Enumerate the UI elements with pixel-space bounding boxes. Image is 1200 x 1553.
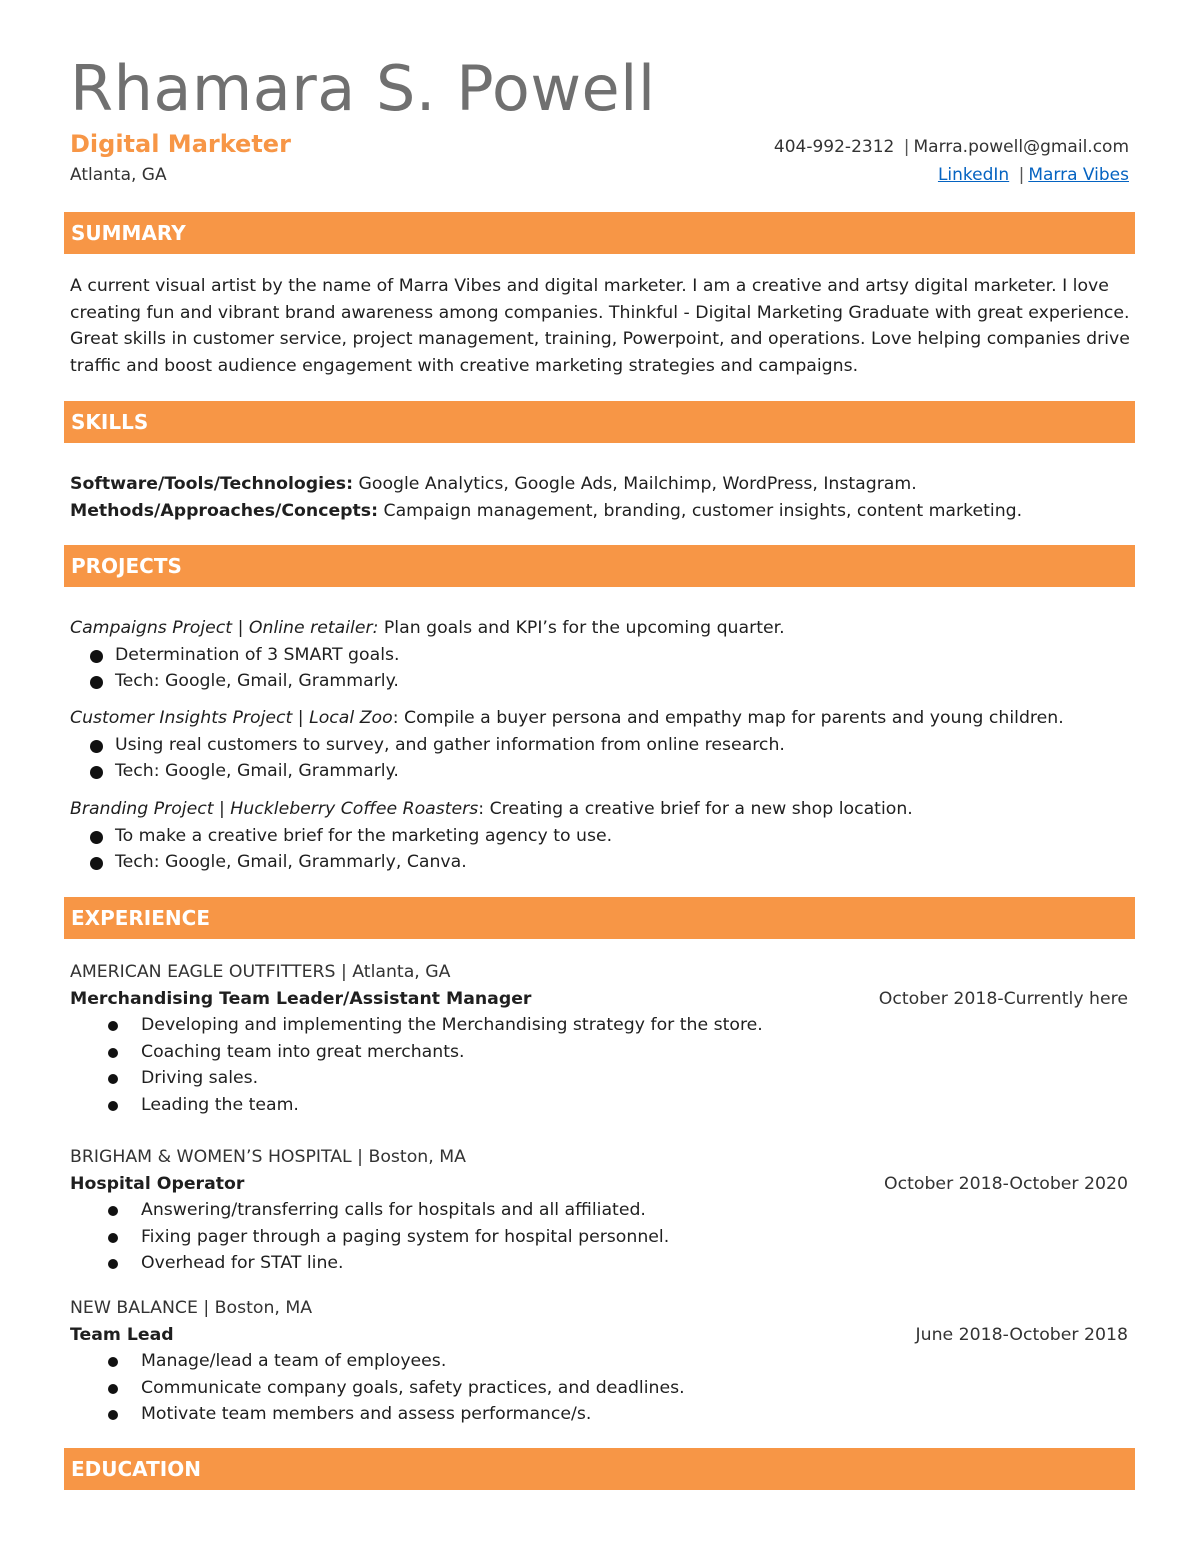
bullet-icon bbox=[90, 857, 103, 870]
job-title-row bbox=[70, 986, 1130, 1013]
section-header-skills: SKILLS bbox=[64, 401, 1135, 443]
candidate-role: Digital Marketer bbox=[70, 130, 291, 158]
bullet-icon bbox=[108, 1410, 118, 1420]
employer-line: BRIGHAM & WOMEN’S HOSPITAL | Boston, MA bbox=[70, 1147, 466, 1167]
list-item bbox=[70, 1092, 1130, 1119]
skills-block bbox=[70, 471, 1130, 524]
project-heading: Campaigns Project | Online retailer: bbox=[70, 618, 379, 638]
list-item bbox=[70, 1065, 1130, 1092]
candidate-location: Atlanta, GA bbox=[70, 165, 167, 185]
project-description: : Creating a creative brief for a new shop location. bbox=[478, 799, 913, 819]
project-line bbox=[70, 705, 1130, 732]
experience-item bbox=[70, 959, 1130, 1118]
bullet-text: Driving sales. bbox=[141, 1068, 259, 1088]
bullet-icon bbox=[108, 1074, 118, 1084]
project-heading: Branding Project | Huckleberry Coffee Roasters bbox=[70, 799, 479, 819]
skills-methods-line bbox=[70, 498, 1130, 525]
list-item bbox=[70, 642, 1130, 669]
project-item bbox=[70, 705, 1130, 785]
linkedin-link[interactable]: LinkedIn bbox=[937, 165, 1010, 185]
bullet-text: Manage/lead a team of employees. bbox=[141, 1351, 447, 1371]
employer-line: NEW BALANCE | Boston, MA bbox=[70, 1298, 313, 1318]
bullet-text: Fixing pager through a paging system for hospital personnel. bbox=[141, 1226, 670, 1247]
job-title-row bbox=[70, 1171, 1130, 1198]
bullet-icon bbox=[108, 1048, 118, 1058]
experience-item bbox=[70, 1295, 1130, 1428]
bullet-icon bbox=[108, 1259, 118, 1269]
profile-links bbox=[938, 165, 1129, 185]
bullet-text: Answering/transferring calls for hospitals and all affiliated. bbox=[141, 1200, 646, 1220]
list-item bbox=[70, 1401, 1130, 1428]
skills-methods-label: Methods/Approaches/Concepts: bbox=[70, 500, 379, 521]
list-item bbox=[70, 1224, 1130, 1251]
list-item bbox=[70, 1197, 1130, 1224]
job-bullets bbox=[70, 1012, 1130, 1118]
skills-tools-value: Google Analytics, Google Ads, Mailchimp, WordPress, Instagram. bbox=[352, 474, 917, 494]
list-item bbox=[70, 823, 1130, 850]
list-item bbox=[70, 1012, 1130, 1039]
bullet-icon bbox=[108, 1357, 118, 1367]
phone-number: 404-992-2312 bbox=[773, 137, 895, 157]
job-title: Merchandising Team Leader/Assistant Manager bbox=[70, 988, 532, 1009]
job-title-row bbox=[70, 1322, 1130, 1349]
job-bullets bbox=[70, 1348, 1130, 1428]
bullet-icon bbox=[108, 1021, 118, 1031]
contact-line bbox=[774, 137, 1129, 157]
bullet-text: Developing and implementing the Merchandising strategy for the store. bbox=[141, 1015, 763, 1035]
section-header-experience: EXPERIENCE bbox=[64, 897, 1135, 939]
project-description: Plan goals and KPI’s for the upcoming quarter. bbox=[378, 618, 785, 638]
project-heading: Customer Insights Project | Local Zoo bbox=[70, 708, 393, 728]
job-dates: October 2018-October 2020 bbox=[884, 1173, 1128, 1194]
bullet-text: Leading the team. bbox=[141, 1094, 299, 1115]
bullet-text: Tech: Google, Gmail, Grammarly. bbox=[115, 671, 399, 691]
bullet-icon bbox=[108, 1233, 118, 1243]
skills-tools-label: Software/Tools/Technologies: bbox=[70, 474, 353, 494]
list-item bbox=[70, 1348, 1130, 1375]
bullet-icon bbox=[108, 1101, 118, 1111]
bullet-text: Coaching team into great merchants. bbox=[141, 1041, 465, 1062]
experience-item bbox=[70, 1144, 1130, 1277]
bullet-text: To make a creative brief for the marketing agency to use. bbox=[115, 825, 613, 846]
marra-vibes-link[interactable]: Marra Vibes bbox=[1028, 165, 1129, 185]
list-item bbox=[70, 1250, 1130, 1277]
links-separator: | bbox=[1018, 165, 1025, 185]
bullet-icon bbox=[90, 650, 103, 663]
section-header-summary: SUMMARY bbox=[64, 212, 1135, 254]
bullet-text: Motivate team members and assess performance/s. bbox=[141, 1404, 592, 1424]
project-item bbox=[70, 796, 1130, 876]
summary-text: A current visual artist by the name of Marra Vibes and digital marketer. I am a creative and artsy digital marketer. I love creating fun and vibrant brand awareness among companies. Thinkful - Digital Marketing Graduate with great experience. Great skills in customer service, project management, training, Powerpoint, and operations. Love helping companies drive traffic and boost audience engagement with creative marketing strategies and campaigns. bbox=[70, 276, 1130, 376]
candidate-name: Rhamara S. Powell bbox=[70, 52, 656, 125]
job-bullets bbox=[70, 1197, 1130, 1277]
email-address[interactable]: Marra.powell@gmail.com bbox=[913, 137, 1129, 157]
project-bullets bbox=[70, 642, 1130, 695]
project-line bbox=[70, 615, 1130, 642]
job-title: Hospital Operator bbox=[70, 1173, 245, 1194]
bullet-text: Overhead for STAT line. bbox=[141, 1253, 344, 1273]
bullet-icon bbox=[90, 676, 103, 689]
list-item bbox=[70, 1039, 1130, 1066]
bullet-text: Determination of 3 SMART goals. bbox=[115, 644, 400, 665]
bullet-icon bbox=[108, 1206, 118, 1216]
bullet-text: Tech: Google, Gmail, Grammarly, Canva. bbox=[115, 852, 467, 872]
project-item bbox=[70, 615, 1130, 695]
list-item bbox=[70, 849, 1130, 876]
bullet-icon bbox=[90, 766, 103, 779]
bullet-text: Tech: Google, Gmail, Grammarly. bbox=[115, 761, 399, 781]
list-item bbox=[70, 732, 1130, 759]
list-item bbox=[70, 668, 1130, 695]
job-dates: October 2018-Currently here bbox=[878, 988, 1128, 1009]
job-dates: June 2018-October 2018 bbox=[915, 1324, 1128, 1345]
list-item bbox=[70, 1375, 1130, 1402]
bullet-icon bbox=[90, 740, 103, 753]
section-header-education: EDUCATION bbox=[64, 1448, 1135, 1490]
project-bullets bbox=[70, 732, 1130, 785]
skills-tools-line bbox=[70, 471, 1130, 498]
project-line bbox=[70, 796, 1130, 823]
bullet-text: Using real customers to survey, and gather information from online research. bbox=[115, 734, 785, 755]
section-header-projects: PROJECTS bbox=[64, 545, 1135, 587]
project-description: : Compile a buyer persona and empathy map for parents and young children. bbox=[392, 708, 1064, 728]
job-title: Team Lead bbox=[70, 1324, 174, 1345]
project-bullets bbox=[70, 823, 1130, 876]
contact-separator: | bbox=[903, 137, 910, 157]
employer-line: AMERICAN EAGLE OUTFITTERS | Atlanta, GA bbox=[70, 962, 451, 982]
bullet-icon bbox=[108, 1384, 118, 1394]
bullet-icon bbox=[90, 831, 103, 844]
bullet-text: Communicate company goals, safety practices, and deadlines. bbox=[141, 1377, 685, 1398]
list-item bbox=[70, 758, 1130, 785]
skills-methods-value: Campaign management, branding, customer insights, content marketing. bbox=[378, 500, 1023, 521]
